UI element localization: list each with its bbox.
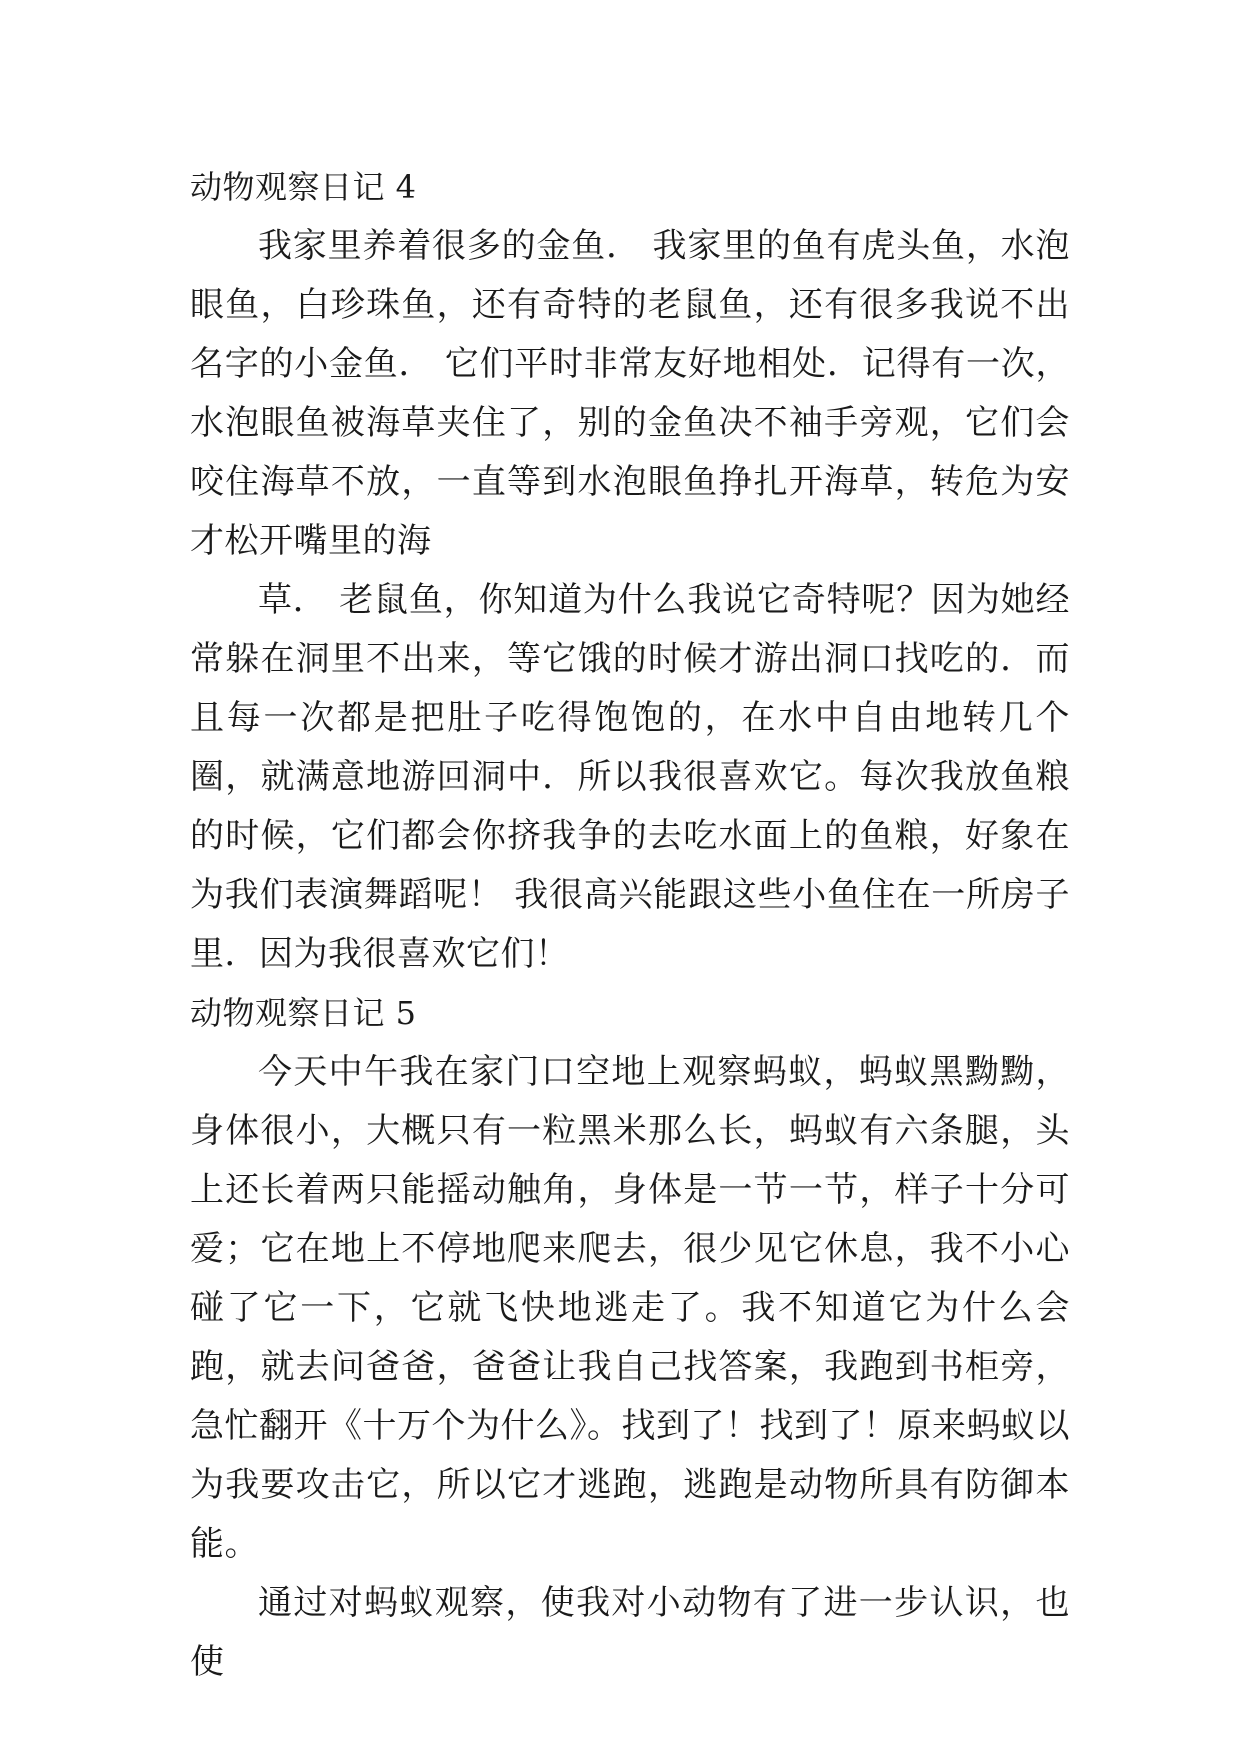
paragraph: 通过对蚂蚁观察，使我对小动物有了进一步认识，也使 xyxy=(190,1583,1070,1682)
section-heading-5: 动物观察日记 5 xyxy=(190,994,417,1032)
paragraph: 我家里养着很多的金鱼． 我家里的鱼有虎头鱼，水泡眼鱼，白珍珠鱼，还有奇特的老鼠鱼，还有很多我说不出名字的小金鱼． 它们平时非常友好地相处．记得有一次，水泡眼鱼被海草夹住了，别的金鱼决不袖手旁观，它们会咬住海草不放，一直等到水泡眼鱼挣扎开海草，转危为安才松开嘴里的海 xyxy=(190,226,1070,561)
paragraph: 今天中午我在家门口空地上观察蚂蚁，蚂蚁黑黝黝，身体很小，大概只有一粒黑米那么长，蚂蚁有六条腿，头上还长着两只能摇动触角，身体是一节一节，样子十分可爱；它在地上不停地爬来爬去，很少见它休息，我不小心碰了它一下，它就飞快地逃走了。我不知道它为什么会跑，就去问爸爸，爸爸让我自己找答案，我跑到书柜旁，急忙翻开《十万个为什么》。找到了！找到了！原来蚂蚁以为我要攻击它，所以它才逃跑，逃跑是动物所具有防御本能。 xyxy=(190,1052,1070,1564)
paragraph: 草． 老鼠鱼，你知道为什么我说它奇特呢？因为她经常躲在洞里不出来，等它饿的时候才游出洞口找吃的．而且每一次都是把肚子吃得饱饱的，在水中自由地转几个圈，就满意地游回洞中．所以我很喜欢它。每次我放鱼粮的时候，它们都会你挤我争的去吃水面上的鱼粮，好象在为我们表演舞蹈呢！ 我很高兴能跟这些小鱼住在一所房子里．因为我很喜欢它们！ xyxy=(190,580,1070,974)
document-body xyxy=(190,158,1070,1692)
section-heading-4: 动物观察日记 4 xyxy=(190,168,417,206)
